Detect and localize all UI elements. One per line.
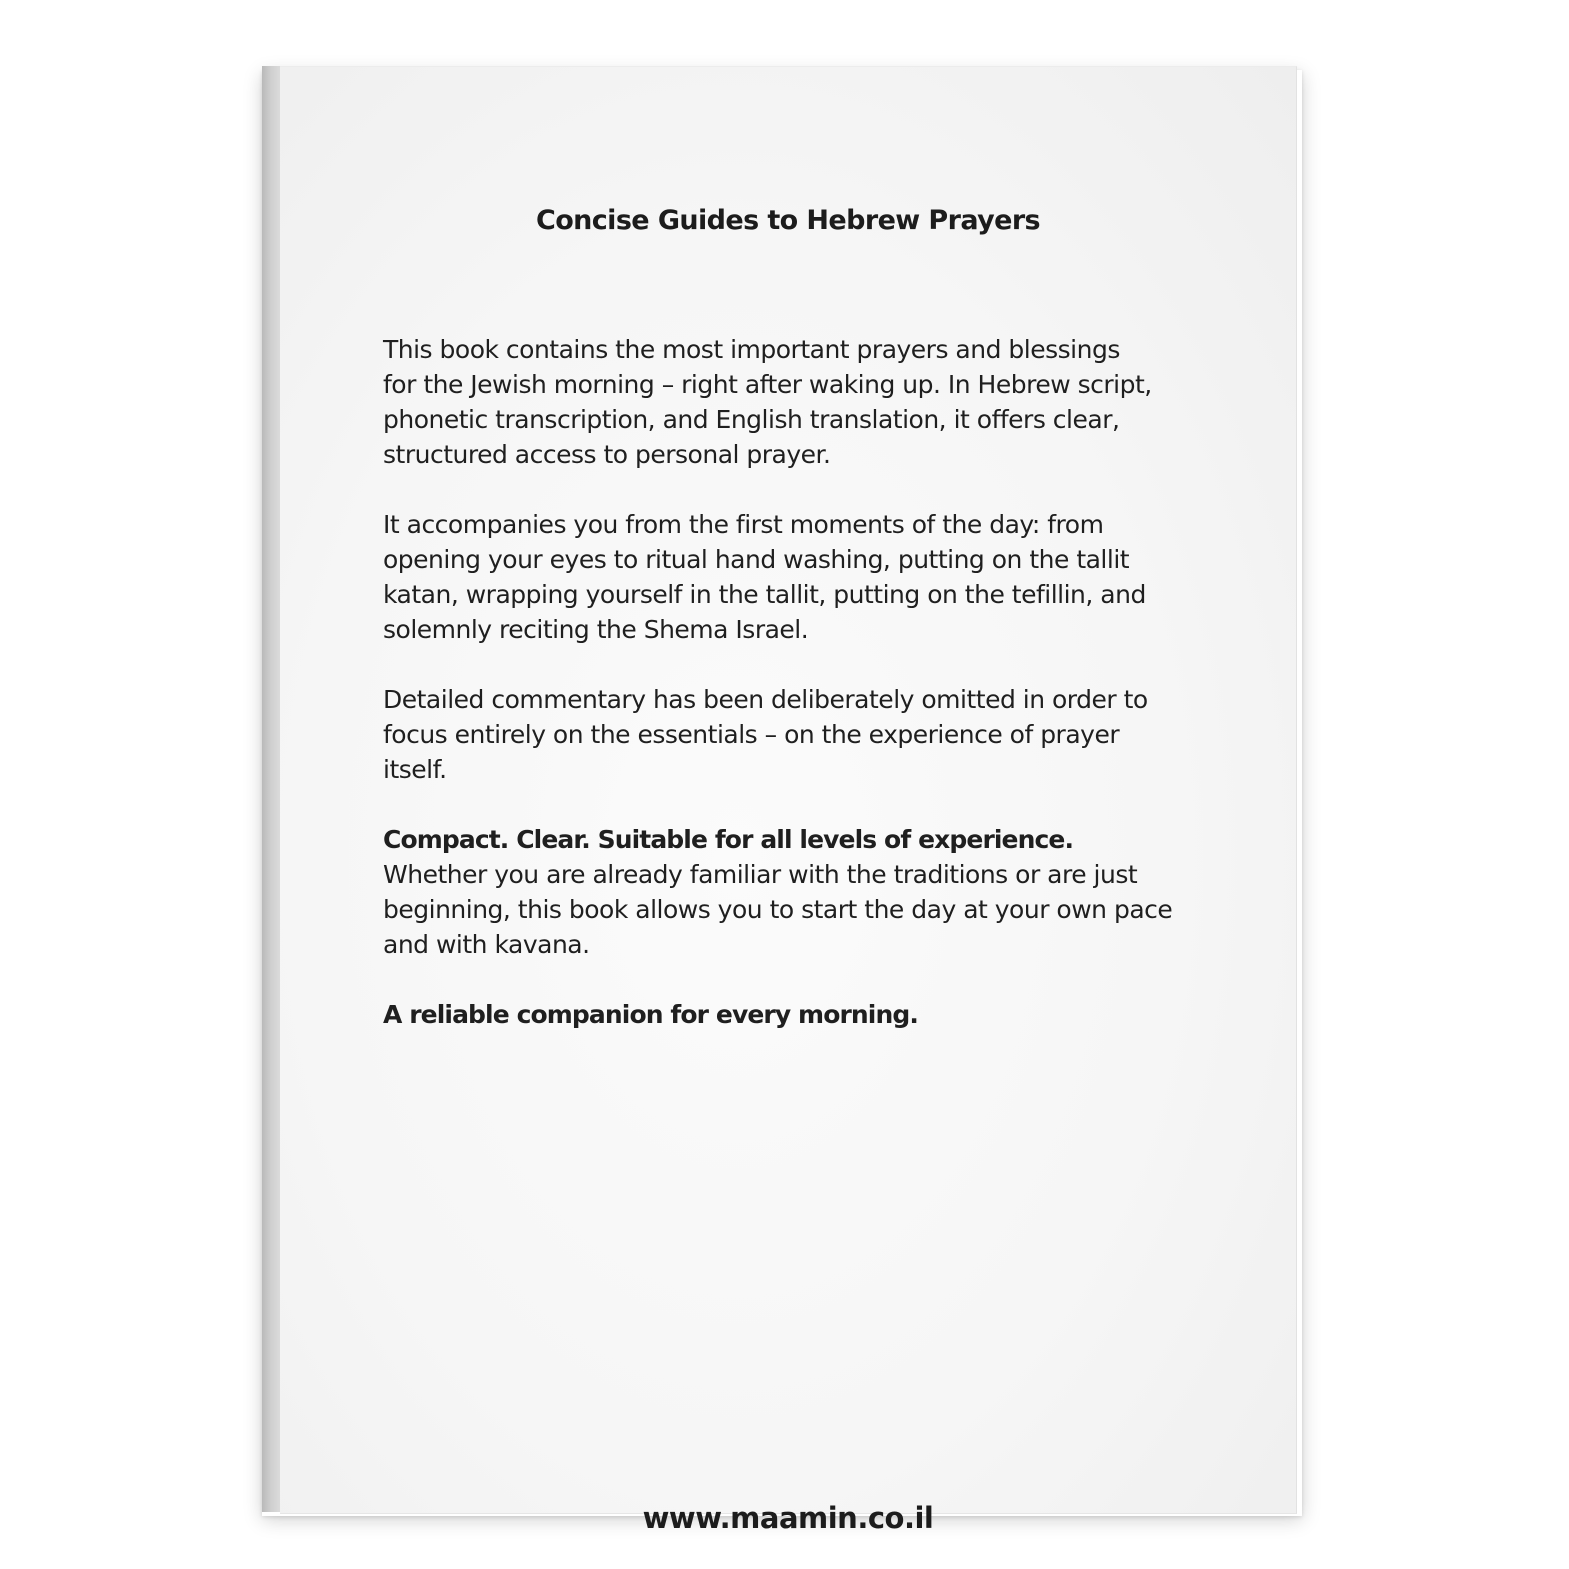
series-title: Concise Guides to Hebrew Prayers [535, 205, 1041, 236]
website-url: www.maamin.co.il [642, 1501, 934, 1535]
blurb-text [383, 332, 1203, 1067]
features-heading: Compact. Clear. Suitable for all levels of experience. [383, 825, 1074, 854]
paragraph-commentary: Detailed commentary has been deliberately omitted in order to focus entirely on the essentials – on the experience of prayer itself. [383, 685, 1148, 784]
paragraph-morning-rituals: It accompanies you from the first moments of the day: from opening your eyes to ritual hand washing, putting on the tallit katan, wrapping yourself in the tallit, putting on the tefillin, and solemnly reciting the Shema Israel. [383, 510, 1146, 644]
features-body: Whether you are already familiar with the traditions or are just beginning, this book allows you to start the day at your own pace and with kavana. [383, 860, 1173, 959]
features-block [383, 822, 1203, 962]
closing-line: A reliable companion for every morning. [383, 1000, 918, 1029]
book-back-cover [280, 66, 1297, 1535]
book-spine [262, 66, 282, 1512]
paragraph-intro: This book contains the most important prayers and blessings for the Jewish morning – right after waking up. In Hebrew script, phonetic transcription, and English translation, it offers clear, structured access to personal prayer. [383, 335, 1152, 469]
